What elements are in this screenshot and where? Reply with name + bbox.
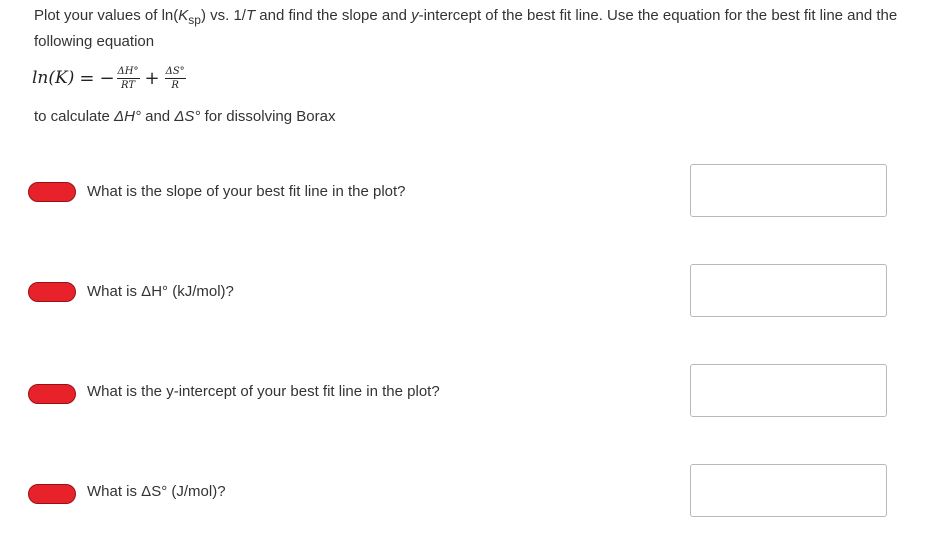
- equation-lhs: [32, 68, 74, 88]
- question-row-slope: [0, 164, 944, 218]
- status-pill: [28, 282, 76, 302]
- equation-term2-numerator: ΔS°: [165, 65, 185, 77]
- calc-text: for dissolving Borax: [200, 108, 336, 125]
- calc-text: to calculate: [34, 108, 115, 125]
- equation-enthalpy-term: [117, 66, 140, 91]
- equation-plus: +: [144, 67, 160, 89]
- question-label: What is the y-intercept of your best fit line in the plot?: [87, 383, 440, 400]
- question-row-entropy: [0, 464, 944, 518]
- question-row-enthalpy: [0, 264, 944, 318]
- equation-ln: ln: [32, 68, 49, 88]
- instructions-paragraph: [34, 5, 904, 53]
- instructions-text: and find the slope and: [255, 7, 412, 24]
- instructions-text: -intercept of the best fit line. Use the equation for the best fit line and the following equation: [34, 7, 898, 50]
- question-label: What is ΔH° (kJ/mol)?: [87, 283, 234, 300]
- question-label: What is ΔS° (J/mol)?: [87, 483, 226, 500]
- instructions-text: ) vs. 1/: [200, 7, 246, 24]
- equation-term1-denominator: RT: [121, 79, 136, 91]
- equation-term2-denominator: R: [171, 79, 179, 91]
- entropy-symbol: ΔS°: [174, 108, 201, 125]
- ksp-symbol: K: [178, 7, 189, 24]
- calc-text: and: [140, 108, 175, 125]
- answer-input-y-intercept[interactable]: [690, 364, 887, 417]
- answer-input-entropy[interactable]: [690, 464, 887, 517]
- y-symbol: y: [411, 7, 419, 24]
- equation-minus: −: [99, 67, 115, 89]
- answer-input-enthalpy[interactable]: [690, 264, 887, 317]
- ksp-subscript: sp: [188, 13, 201, 27]
- status-pill: [28, 182, 76, 202]
- equation-entropy-term: [165, 66, 186, 91]
- answer-input-slope[interactable]: [690, 164, 887, 217]
- status-pill: [28, 384, 76, 404]
- temperature-symbol: T: [245, 7, 256, 24]
- calculation-instruction: [34, 106, 335, 128]
- question-row-y-intercept: [0, 364, 944, 418]
- instructions-text: Plot your values of ln(: [34, 7, 179, 24]
- question-label: What is the slope of your best fit line in the plot?: [87, 183, 406, 200]
- status-pill: [28, 484, 76, 504]
- vant-hoff-equation: [32, 58, 186, 98]
- equation-term1-numerator: ΔH°: [117, 65, 139, 77]
- enthalpy-symbol: ΔH°: [114, 108, 141, 125]
- equation-lhs-argument: (K): [48, 68, 75, 88]
- equation-equals: =: [79, 67, 95, 89]
